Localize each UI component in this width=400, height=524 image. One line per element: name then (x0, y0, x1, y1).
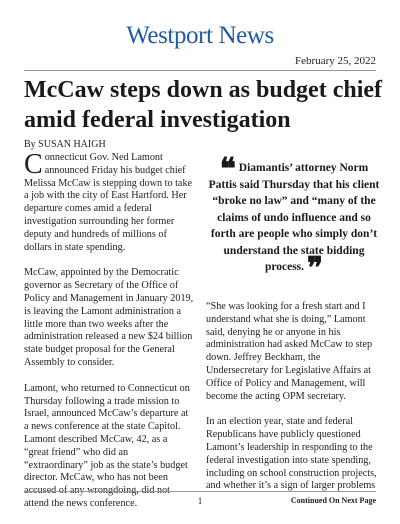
pull-quote-text: Diamantis’ attorney Norm Pattis said Thursday that his client “broke no law” and “many of the claims of undo influence and so forth are people who simply don’t understand the state bidding process. (208, 162, 380, 273)
close-quote-icon: ❞ (306, 251, 324, 286)
masthead-logo[interactable]: Westport News (126, 22, 274, 49)
right-column (206, 301, 378, 506)
paragraph-2: McCaw, appointed by the Democratic governor as Secretary of the Office of Policy and Management in January 2019, is leaving the Lamont administration a little more than two weeks after the administration released a new $24 billion state budget proposal for the General Assembly to consider. (24, 267, 194, 368)
article-headline: McCaw steps down as budget chief amid federal investigation (24, 77, 383, 133)
article-byline: By SUSAN HAIGH (24, 139, 106, 150)
footer-divider (24, 491, 376, 492)
continued-link[interactable]: Continued On Next Page (290, 496, 376, 505)
page-number: 1 (197, 496, 203, 506)
paragraph-4: “She was looking for a fresh start and I understand what she is doing,” Lamont said, denying he or anyone in his administration had asked McCaw to step down. Jeffrey Beckham, the Undersecretary for Legislative Affairs at Office of Policy and Management, will become the acting OPM secretary. (206, 301, 373, 402)
open-quote-icon: ❝ (219, 152, 236, 187)
pull-quote (206, 152, 382, 286)
publication-date: February 25, 2022 (295, 55, 376, 67)
paragraph-3: Lamont, who returned to Connecticut on Thursday following a trade mission to Israel, announced McCaw’s departure at a news conference at the state Capitol. Lamont described McCaw, 42, as a “great friend” who did an “extraordinary” job as the state’s budget director. McCaw, who has not been accused of any wrongdoing, did not attend the news conference. (24, 382, 190, 509)
paragraph-5: In an election year, state and federal Republicans have publicly questioned Lamont’s leadership in responding to the federal investigation into state spending, including on school construction projects, and whether it’s a sign of larger problems (206, 416, 377, 492)
paragraph-1-text: onnecticut Gov. Ned Lamont announced Friday his budget chief Melissa McCaw is stepping down to take a job with the city of East Hartford. Her departure comes amid a federal investigation surrounding her former deputy and hundreds of millions of dollars in state spending. (24, 152, 193, 253)
left-column (24, 149, 194, 524)
header-divider (24, 70, 376, 71)
paragraph-1 (24, 149, 194, 254)
drop-cap: C (24, 149, 43, 180)
